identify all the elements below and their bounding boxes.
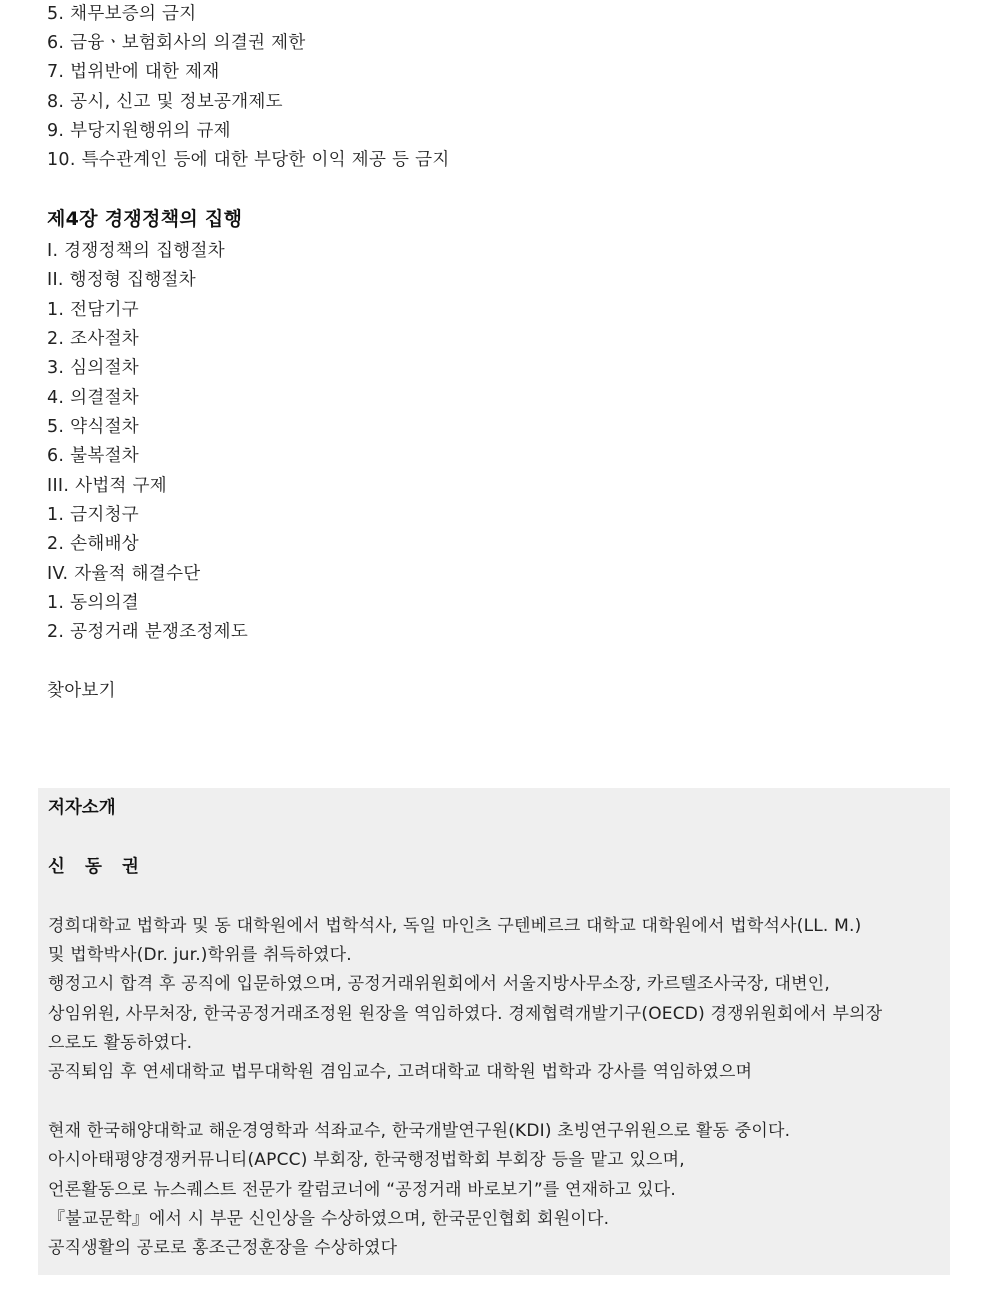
toc-item: 9. 부당지원행위의 규제 [47,121,231,141]
toc-item: 2. 손해배상 [47,534,139,554]
toc-item: 3. 심의절차 [47,358,139,378]
toc-item: 2. 조사절차 [47,329,139,349]
toc-item: I. 경쟁정책의 집행절차 [47,241,225,261]
toc-item: 1. 금지청구 [47,505,139,525]
bio-line: 으로도 활동하였다. [48,1033,193,1053]
toc-item: 1. 전담기구 [47,300,139,320]
bio-line: 공직퇴임 후 연세대학교 법무대학원 겸임교수, 고려대학교 대학원 법학과 강사를 역임하였으며 [48,1062,753,1082]
bio-line: 행정고시 합격 후 공직에 입문하였으며, 공정거래위원회에서 서울지방사무소장, 카르텔조사국장, 대변인, [48,974,830,994]
toc-item: 10. 특수관계인 등에 대한 부당한 이익 제공 등 금지 [47,150,450,170]
toc-item: IV. 자율적 해결수단 [47,564,201,584]
toc-item: 1. 동의의결 [47,593,139,613]
bio-line: 현재 한국해양대학교 해운경영학과 석좌교수, 한국개발연구원(KDI) 초빙연구위원으로 활동 중이다. [48,1121,791,1141]
author-name: 신 동 권 [48,857,146,877]
bio-line: 아시아태평양경쟁커뮤니티(APCC) 부회장, 한국행정법학회 부회장 등을 맡고 있으며, [48,1150,685,1170]
toc-item: 6. 불복절차 [47,446,139,466]
index-label: 찾아보기 [47,681,116,701]
author-section-label: 저자소개 [48,798,116,818]
toc-item: II. 행정형 집행절차 [47,270,196,290]
toc-item: 7. 법위반에 대한 제재 [47,62,220,82]
bio-line: 경희대학교 법학과 및 동 대학원에서 법학석사, 독일 마인츠 구텐베르크 대학교 대학원에서 법학석사(LL. M.) [48,916,862,936]
bio-line: 공직생활의 공로로 홍조근정훈장을 수상하였다 [48,1238,398,1258]
bio-line: 『불교문학』에서 시 부문 신인상을 수상하였으며, 한국문인협회 회원이다. [48,1209,610,1229]
toc-item: 6. 금융ㆍ보험회사의 의결권 제한 [47,33,306,53]
bio-line: 언론활동으로 뉴스퀘스트 전문가 칼럼코너에 “공정거래 바로보기”를 연재하고 있다. [48,1180,676,1200]
chapter-title: 제4장 경쟁정책의 집행 [47,208,243,230]
toc-item: 2. 공정거래 분쟁조정제도 [47,622,249,642]
toc-item: 8. 공시, 신고 및 정보공개제도 [47,92,283,112]
bio-line: 상임위원, 사무처장, 한국공정거래조정원 원장을 역임하였다. 경제협력개발기구(OECD) 경쟁위원회에서 부의장 [48,1004,883,1024]
toc-item: 4. 의결절차 [47,388,139,408]
bio-line: 및 법학박사(Dr. jur.)학위를 취득하였다. [48,945,352,965]
toc-item: 5. 약식절차 [47,417,139,437]
author-section [38,788,950,1275]
toc-item: III. 사법적 구제 [47,476,167,496]
toc-item: 5. 채무보증의 금지 [47,4,197,24]
